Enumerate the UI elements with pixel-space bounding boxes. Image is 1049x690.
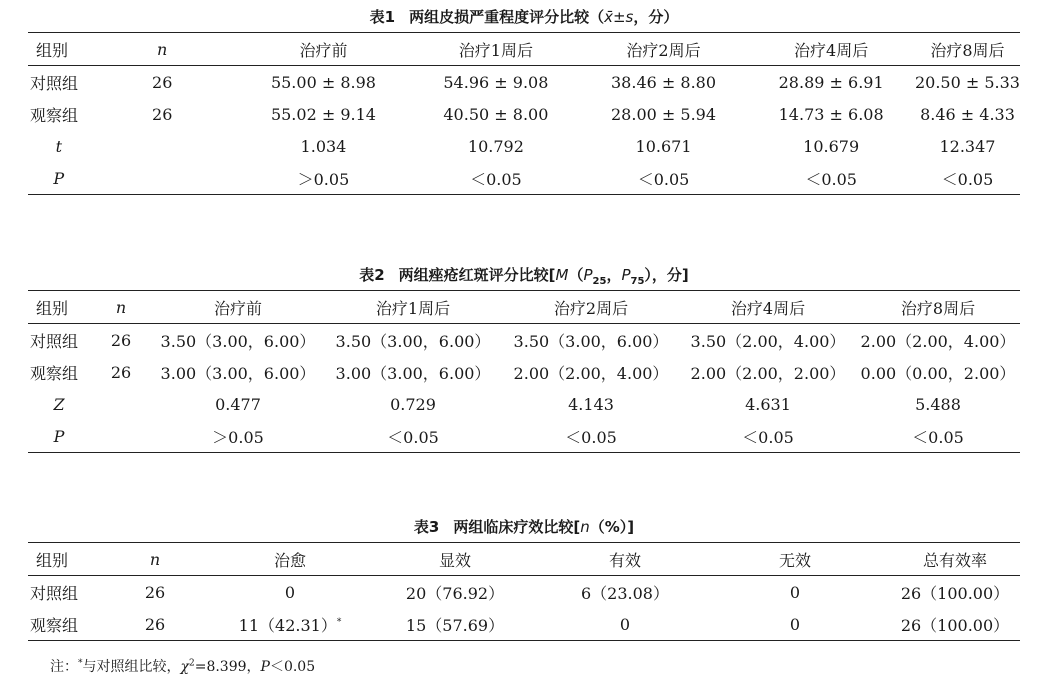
table-cell: ＜0.05 bbox=[637, 169, 690, 189]
table-cell: 2.00（2.00，2.00） bbox=[690, 363, 846, 383]
note-text: 与对照组比较， bbox=[82, 659, 181, 675]
note-chi-sup: 2 bbox=[188, 658, 195, 669]
table-cell: 55.00 ± 8.98 bbox=[270, 72, 376, 92]
table3-footnote bbox=[50, 656, 315, 676]
table-cell: 55.02 ± 9.14 bbox=[270, 104, 376, 124]
table2-header-week8: 治疗8周后 bbox=[900, 298, 976, 318]
table-cell: 26 bbox=[152, 104, 173, 124]
cured-value: 11（42.31） bbox=[238, 615, 337, 635]
note-mark: * bbox=[78, 658, 83, 669]
table-cell: 0 bbox=[619, 614, 631, 634]
table1-header-row bbox=[28, 33, 1020, 66]
table3-caption-n: n bbox=[580, 518, 590, 536]
table-cell: 0 bbox=[789, 614, 801, 634]
table-cell: 0.00（0.00，2.00） bbox=[860, 363, 1016, 383]
table-cell: 4.631 bbox=[745, 394, 791, 414]
table3-header-effective: 有效 bbox=[608, 550, 641, 570]
table1-block bbox=[28, 2, 1020, 195]
table2-caption-open: （ bbox=[568, 266, 584, 284]
table-cell: 观察组 bbox=[30, 363, 79, 383]
table-cell: 5.488 bbox=[915, 394, 961, 414]
table1-caption-number: 表1 bbox=[369, 8, 396, 26]
table3-caption bbox=[28, 512, 1020, 542]
table-cell: 20.50 ± 5.33 bbox=[914, 72, 1020, 92]
table-cell: 26 bbox=[110, 330, 132, 350]
table-cell: t bbox=[55, 136, 62, 156]
table2-caption-sep: ， bbox=[606, 266, 622, 284]
table1-caption-tail: ，分） bbox=[633, 8, 679, 26]
table1-header-before: 治疗前 bbox=[299, 40, 348, 60]
table2-caption-m: M bbox=[555, 266, 569, 284]
table-cell: 对照组 bbox=[30, 73, 79, 93]
table-cell: 26 bbox=[152, 72, 173, 92]
table-cell bbox=[90, 162, 235, 195]
table-cell: 10.671 bbox=[635, 136, 692, 156]
table2-caption-number: 表2 bbox=[359, 266, 385, 284]
table3-header-marked: 显效 bbox=[438, 550, 471, 570]
table-cell: ＜0.05 bbox=[941, 169, 994, 189]
table-row bbox=[28, 420, 1020, 453]
table2-header-group: 组别 bbox=[36, 298, 69, 318]
table3 bbox=[28, 542, 1020, 641]
table2-caption-text: 两组痤疮红斑评分比较[ bbox=[398, 266, 556, 284]
table-cell: 10.679 bbox=[803, 136, 860, 156]
table3-header-cured: 治愈 bbox=[273, 550, 306, 570]
table3-header-row bbox=[28, 543, 1020, 576]
table1-header-group: 组别 bbox=[36, 40, 69, 60]
table-cell: 对照组 bbox=[30, 331, 79, 351]
table1-caption bbox=[28, 2, 1020, 32]
table-cell: 28.00 ± 5.94 bbox=[611, 104, 717, 124]
table-cell bbox=[90, 388, 152, 420]
table-cell: ＜0.05 bbox=[742, 427, 794, 447]
table1-header-week8: 治疗8周后 bbox=[930, 40, 1005, 60]
table2-header-row bbox=[28, 291, 1020, 324]
table-cell: Z bbox=[53, 394, 65, 414]
table-cell: 38.46 ± 8.80 bbox=[611, 72, 717, 92]
table-cell: 54.96 ± 9.08 bbox=[443, 72, 549, 92]
table2-header-week2: 治疗2周后 bbox=[553, 298, 629, 318]
table3-header-ineffective: 无效 bbox=[778, 550, 811, 570]
table2-caption-p75-letter: P bbox=[621, 266, 631, 284]
table3-caption-number: 表3 bbox=[413, 518, 440, 536]
note-p: P bbox=[260, 659, 270, 675]
table-cell: ＞0.05 bbox=[297, 169, 350, 189]
table2-caption-p25-letter: P bbox=[583, 266, 593, 284]
table-cell: 6（23.08） bbox=[581, 583, 669, 603]
table-cell: 40.50 ± 8.00 bbox=[443, 104, 549, 124]
table-cell: 3.50（3.00，6.00） bbox=[160, 331, 316, 351]
note-prefix: 注： bbox=[50, 659, 78, 675]
table2 bbox=[28, 290, 1020, 453]
table-cell: 26 bbox=[144, 614, 166, 634]
table3-header-total: 总有效率 bbox=[922, 550, 987, 570]
table2-header-week1: 治疗1周后 bbox=[375, 298, 451, 318]
table-cell: ＜0.05 bbox=[912, 427, 964, 447]
table-row bbox=[28, 98, 1020, 130]
table2-caption-p25: 25 bbox=[592, 276, 607, 287]
table-row bbox=[28, 608, 1020, 641]
table-cell: 4.143 bbox=[568, 394, 614, 414]
table-cell: P bbox=[53, 426, 65, 446]
table-cell: 26 bbox=[144, 582, 166, 602]
table-cell: 0 bbox=[284, 582, 296, 602]
table2-caption-tail: ），分] bbox=[644, 266, 689, 284]
table3-block bbox=[28, 512, 1020, 641]
table-cell: 15（57.69） bbox=[405, 615, 505, 635]
table-cell: 12.347 bbox=[939, 136, 996, 156]
table-cell: 3.50（2.00，4.00） bbox=[690, 331, 846, 351]
table-cell: 2.00（2.00，4.00） bbox=[513, 363, 669, 383]
table-cell: 10.792 bbox=[467, 136, 524, 156]
table-cell: 3.50（3.00，6.00） bbox=[335, 331, 491, 351]
table2-caption-p75: 75 bbox=[630, 276, 645, 287]
table-cell: ＞0.05 bbox=[212, 427, 264, 447]
table1-header-week4: 治疗4周后 bbox=[794, 40, 869, 60]
table-row bbox=[28, 324, 1020, 357]
table2-header-week4: 治疗4周后 bbox=[730, 298, 806, 318]
table-cell: 26 bbox=[110, 362, 132, 382]
table1-header-week2: 治疗2周后 bbox=[626, 40, 701, 60]
table-cell: 28.89 ± 6.91 bbox=[778, 72, 884, 92]
table1-header-week1: 治疗1周后 bbox=[458, 40, 533, 60]
table2-header-before: 治疗前 bbox=[213, 298, 262, 318]
table-cell: P bbox=[53, 168, 65, 188]
table3-header-n: n bbox=[149, 549, 161, 569]
table1-header-n: n bbox=[157, 39, 168, 59]
table2-header-n: n bbox=[115, 297, 127, 317]
table3-caption-tail: （%）] bbox=[589, 518, 635, 536]
table-cell: 3.50（3.00，6.00） bbox=[513, 331, 669, 351]
table-cell bbox=[220, 608, 360, 641]
table-row bbox=[28, 576, 1020, 609]
note-chi-value: =8.399， bbox=[194, 659, 261, 675]
significance-mark: * bbox=[336, 617, 342, 628]
table-cell: 26（100.00） bbox=[900, 615, 1010, 635]
table-cell: ＜0.05 bbox=[565, 427, 617, 447]
table-cell: 0.729 bbox=[390, 394, 436, 414]
table-cell: ＜0.05 bbox=[470, 169, 522, 189]
table2-caption bbox=[28, 260, 1020, 290]
table-cell: ＜0.05 bbox=[805, 169, 857, 189]
table-cell: ＜0.05 bbox=[387, 427, 439, 447]
table-cell: 2.00（2.00，4.00） bbox=[860, 331, 1016, 351]
table-cell: 14.73 ± 6.08 bbox=[778, 104, 884, 124]
table-cell: 观察组 bbox=[30, 615, 79, 635]
table-row bbox=[28, 356, 1020, 388]
table-cell: 1.034 bbox=[300, 136, 347, 156]
table-cell bbox=[90, 130, 235, 162]
table-cell: 0.477 bbox=[215, 394, 261, 414]
table1-caption-text: 两组皮损严重程度评分比较（ bbox=[409, 8, 605, 26]
table-cell: 3.00（3.00，6.00） bbox=[160, 363, 316, 383]
table-cell: 观察组 bbox=[30, 105, 79, 125]
table-row bbox=[28, 130, 1020, 162]
table1 bbox=[28, 32, 1020, 195]
table-cell: 8.46 ± 4.33 bbox=[920, 104, 1015, 124]
table3-header-group: 组别 bbox=[36, 550, 69, 570]
table1-caption-stat: x̄±s bbox=[604, 8, 634, 26]
table-row bbox=[28, 388, 1020, 420]
table-row bbox=[28, 162, 1020, 195]
table-cell bbox=[90, 420, 152, 453]
table-cell: 3.00（3.00，6.00） bbox=[335, 363, 491, 383]
table2-block bbox=[28, 260, 1020, 453]
table-cell: 对照组 bbox=[30, 583, 79, 603]
note-chi: χ bbox=[180, 659, 189, 675]
table-cell: 0 bbox=[789, 582, 801, 602]
table-cell: 20（76.92） bbox=[405, 583, 505, 603]
table-row bbox=[28, 66, 1020, 99]
table-cell: 26（100.00） bbox=[900, 583, 1010, 603]
note-p-value: ＜0.05 bbox=[269, 659, 316, 675]
table3-caption-text: 两组临床疗效比较[ bbox=[453, 518, 581, 536]
